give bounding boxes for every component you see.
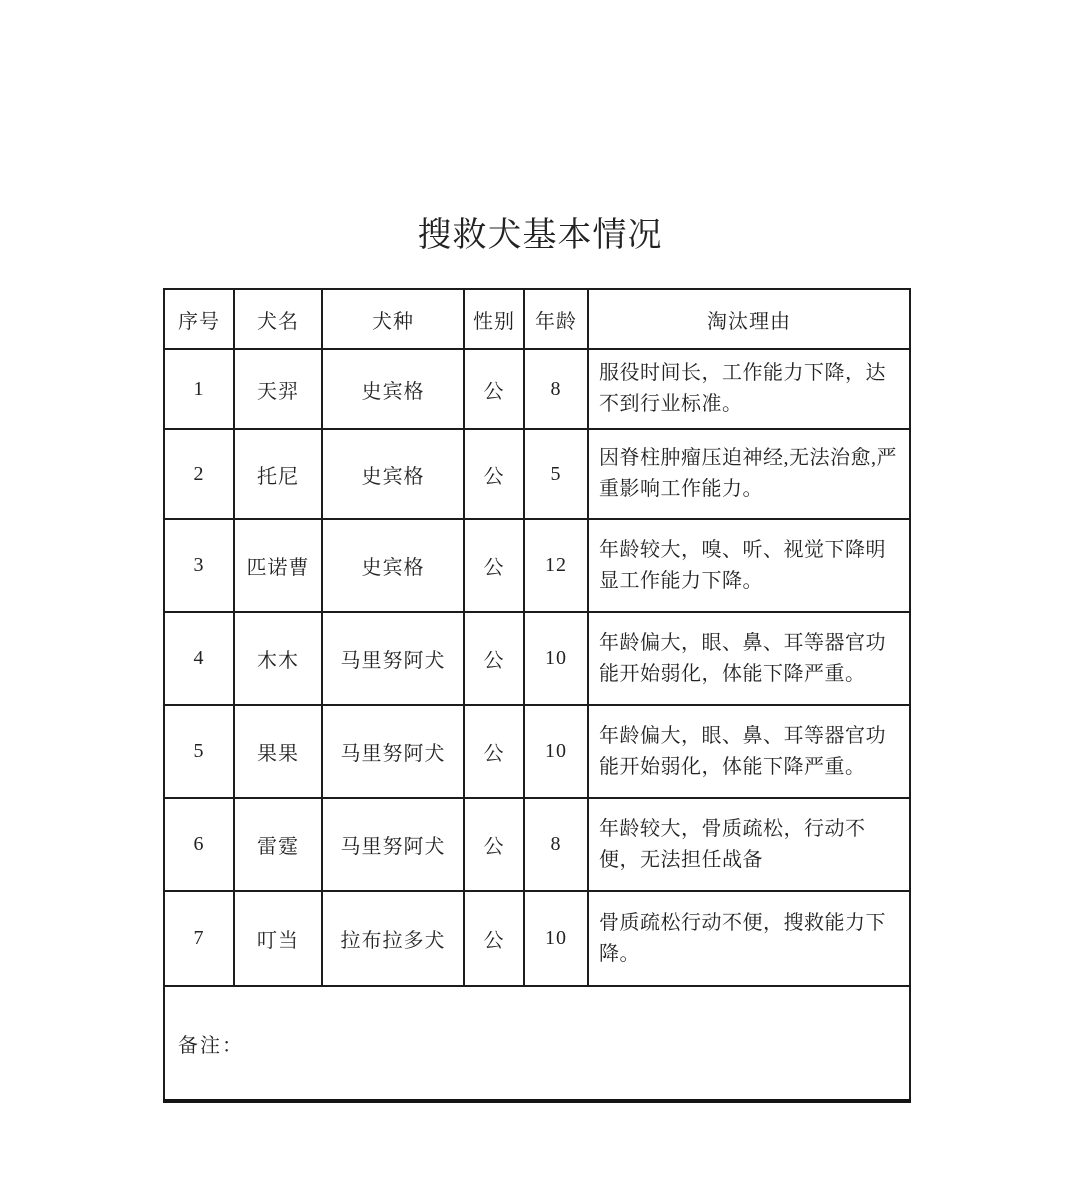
cell-breed: 史宾格 [322, 349, 464, 429]
cell-reason: 年龄偏大，眼、鼻、耳等器官功能开始弱化，体能下降严重。 [588, 612, 910, 705]
table-row [164, 891, 910, 986]
cell-sex: 公 [464, 519, 524, 612]
cell-reason: 骨质疏松行动不便，搜救能力下降。 [588, 891, 910, 986]
header-breed: 犬种 [322, 289, 464, 349]
cell-age: 8 [524, 798, 588, 891]
cell-name: 托尼 [234, 429, 322, 519]
dog-info-table [163, 288, 911, 1103]
cell-breed: 马里努阿犬 [322, 612, 464, 705]
cell-breed: 马里努阿犬 [322, 798, 464, 891]
cell-age: 10 [524, 612, 588, 705]
cell-sex: 公 [464, 349, 524, 429]
header-age: 年龄 [524, 289, 588, 349]
cell-age: 8 [524, 349, 588, 429]
table-row [164, 519, 910, 612]
header-name: 犬名 [234, 289, 322, 349]
page-title: 搜救犬基本情况 [417, 217, 663, 254]
cell-no: 6 [164, 798, 234, 891]
cell-reason: 年龄较大，骨质疏松，行动不便，无法担任战备 [588, 798, 910, 891]
cell-age: 10 [524, 891, 588, 986]
table-row [164, 705, 910, 798]
header-reason: 淘汰理由 [588, 289, 910, 349]
cell-age: 12 [524, 519, 588, 612]
cell-sex: 公 [464, 429, 524, 519]
table-row [164, 798, 910, 891]
cell-name: 雷霆 [234, 798, 322, 891]
cell-age: 5 [524, 429, 588, 519]
cell-breed: 史宾格 [322, 519, 464, 612]
cell-sex: 公 [464, 798, 524, 891]
cell-no: 5 [164, 705, 234, 798]
cell-no: 2 [164, 429, 234, 519]
cell-name: 果果 [234, 705, 322, 798]
cell-no: 3 [164, 519, 234, 612]
table-row [164, 612, 910, 705]
cell-no: 1 [164, 349, 234, 429]
table-row [164, 349, 910, 429]
cell-sex: 公 [464, 612, 524, 705]
cell-breed: 史宾格 [322, 429, 464, 519]
cell-reason: 服役时间长，工作能力下降，达不到行业标准。 [588, 349, 910, 429]
remarks-label: 备注： [164, 986, 910, 1101]
cell-reason: 因脊柱肿瘤压迫神经,无法治愈,严重影响工作能力。 [588, 429, 910, 519]
cell-breed: 马里努阿犬 [322, 705, 464, 798]
cell-name: 匹诺曹 [234, 519, 322, 612]
cell-reason: 年龄较大，嗅、听、视觉下降明显工作能力下降。 [588, 519, 910, 612]
header-no: 序号 [164, 289, 234, 349]
cell-no: 7 [164, 891, 234, 986]
table-row [164, 429, 910, 519]
cell-name: 木木 [234, 612, 322, 705]
cell-no: 4 [164, 612, 234, 705]
cell-breed: 拉布拉多犬 [322, 891, 464, 986]
cell-age: 10 [524, 705, 588, 798]
table-header-row [164, 289, 910, 349]
cell-name: 叮当 [234, 891, 322, 986]
cell-sex: 公 [464, 705, 524, 798]
cell-sex: 公 [464, 891, 524, 986]
cell-reason: 年龄偏大，眼、鼻、耳等器官功能开始弱化，体能下降严重。 [588, 705, 910, 798]
remarks-row [164, 986, 910, 1101]
cell-name: 天羿 [234, 349, 322, 429]
header-sex: 性别 [464, 289, 524, 349]
